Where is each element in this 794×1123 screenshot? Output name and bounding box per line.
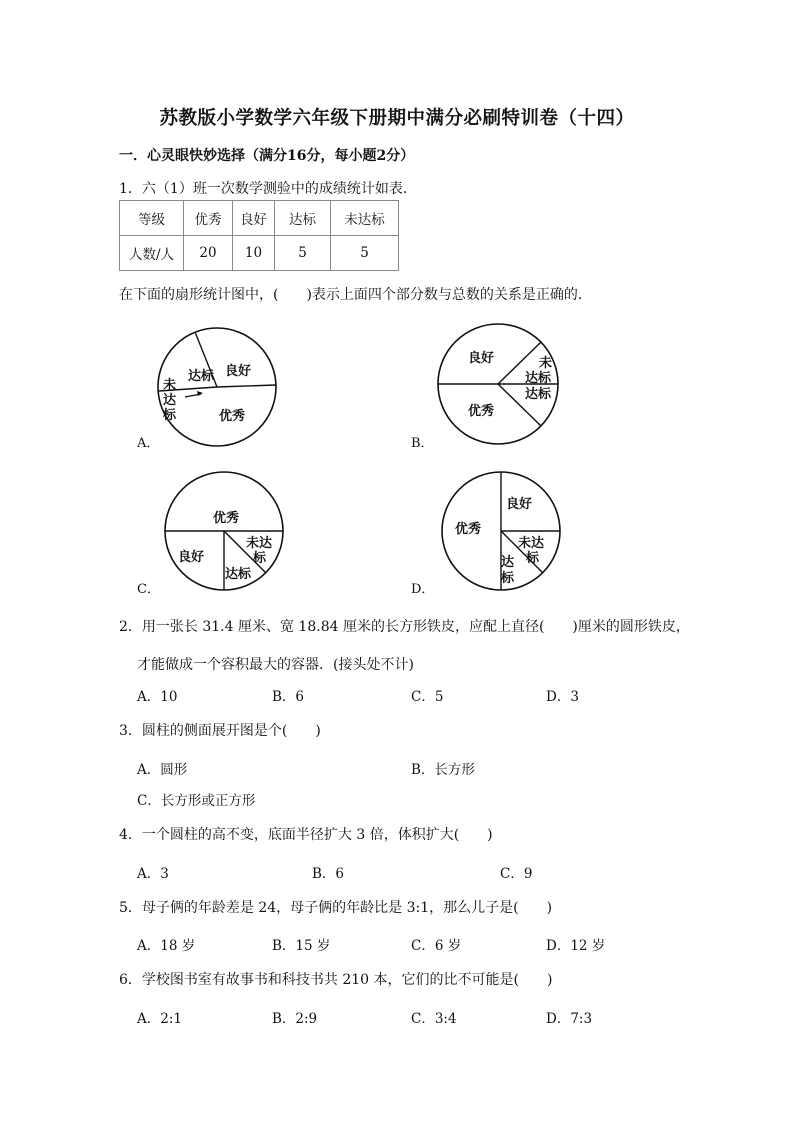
pie-chart-d[interactable]: [440, 470, 562, 592]
pie-d-label-fail: 标: [526, 551, 540, 566]
question-4-text: 4．一个圆柱的高不变，底面半径扩大 3 倍，体积扩大( ): [119, 827, 493, 843]
table-cell: 人数/人: [120, 236, 184, 271]
question-3-text: 3．圆柱的侧面展开图是个( ): [119, 723, 321, 739]
q6-option-a[interactable]: A．2:1: [137, 1011, 182, 1027]
pie-a-label-excellent: 优秀: [219, 409, 246, 424]
pie-d-label-good: 良好: [506, 497, 533, 512]
question-6-text: 6．学校图书室有故事书和科技书共 210 本，它们的比不可能是( ): [119, 972, 553, 988]
pie-c-label-fail: 标: [253, 551, 267, 566]
pie-a-label-fail: 未: [163, 378, 177, 393]
pie-d-label-pass: 标: [501, 571, 515, 586]
question-1-text: 1．六（1）班一次数学测验中的成绩统计如表．: [119, 181, 417, 197]
option-b-label[interactable]: B．: [411, 436, 434, 451]
pie-b-label-fail: 达标: [525, 371, 552, 386]
pie-d-label-excellent: 优秀: [455, 522, 482, 537]
pie-b-label-pass: 达标: [525, 387, 552, 402]
pie-c-label-excellent: 优秀: [213, 511, 240, 526]
q4-option-a[interactable]: A．3: [137, 866, 169, 882]
option-c-label[interactable]: C．: [137, 582, 160, 597]
table-row: [120, 236, 399, 271]
pie-c-label-pass: 达标: [225, 567, 252, 582]
score-table: [119, 200, 399, 271]
pie-d-label-fail: 未达: [518, 536, 545, 551]
pie-b-label-good: 良好: [468, 351, 495, 366]
pie-b-label-excellent: 优秀: [468, 404, 495, 419]
q2-option-a[interactable]: A．10: [137, 689, 178, 705]
option-d-label[interactable]: D．: [411, 582, 435, 597]
q5-option-d[interactable]: D．12 岁: [546, 938, 606, 954]
q3-option-b[interactable]: B．长方形: [411, 762, 475, 778]
q2-option-d[interactable]: D．3: [546, 689, 579, 705]
q2-option-c[interactable]: C．5: [411, 689, 444, 705]
q6-option-b[interactable]: B．2:9: [272, 1011, 318, 1027]
table-cell: 良好: [233, 201, 275, 236]
q3-option-c[interactable]: C．长方形或正方形: [137, 793, 256, 809]
pie-a-label-fail: 达: [163, 393, 177, 408]
q4-option-c[interactable]: C．9: [500, 866, 533, 882]
section-heading: 一．心灵眼快妙选择（满分16分，每小题2分）: [119, 148, 415, 164]
table-cell: 等级: [120, 201, 184, 236]
table-cell: 20: [184, 236, 233, 271]
q5-option-c[interactable]: C．6 岁: [411, 938, 462, 954]
table-cell: 10: [233, 236, 275, 271]
table-cell: 5: [275, 236, 331, 271]
pie-chart-b[interactable]: [436, 322, 560, 446]
page-title: 苏教版小学数学六年级下册期中满分必刷特训卷（十四）: [159, 108, 635, 129]
pie-chart-a[interactable]: [155, 325, 280, 450]
table-row: [120, 201, 399, 236]
q4-option-b[interactable]: B．6: [312, 866, 345, 882]
table-cell: 达标: [275, 201, 331, 236]
q5-option-a[interactable]: A．18 岁: [137, 938, 196, 954]
pie-b-label-fail: 未: [539, 356, 553, 371]
pie-chart-c[interactable]: [163, 470, 285, 592]
q3-option-a[interactable]: A．圆形: [137, 762, 188, 778]
question-2-text: 2．用一张长 31.4 厘米、宽 18.84 厘米的长方形铁皮，应配上直径( )厘米的圆形铁皮，: [119, 619, 690, 635]
option-a-label[interactable]: A．: [137, 436, 160, 451]
q6-option-c[interactable]: C．3:4: [411, 1011, 457, 1027]
pie-c-label-good: 良好: [178, 550, 205, 565]
question-5-text: 5．母子俩的年龄差是 24，母子俩的年龄比是 3:1，那么儿子是( ): [119, 900, 553, 916]
table-cell: 5: [331, 236, 399, 271]
pie-c-label-fail: 未达: [246, 536, 273, 551]
q6-option-d[interactable]: D．7:3: [546, 1011, 593, 1027]
pie-a-label-fail: 标: [163, 408, 177, 423]
table-cell: 优秀: [184, 201, 233, 236]
q2-option-b[interactable]: B．6: [272, 689, 305, 705]
pie-d-label-pass: 达: [501, 555, 515, 570]
pie-a-label-pass: 达标: [188, 369, 215, 384]
pie-a-label-good: 良好: [225, 364, 252, 379]
question-1-prompt: 在下面的扇形统计图中，( )表示上面四个部分数与总数的关系是正确的．: [119, 287, 592, 303]
question-2-text-cont: 才能做成一个容积最大的容器．(接头处不计): [137, 657, 414, 673]
table-cell: 未达标: [331, 201, 399, 236]
q5-option-b[interactable]: B．15 岁: [272, 938, 331, 954]
